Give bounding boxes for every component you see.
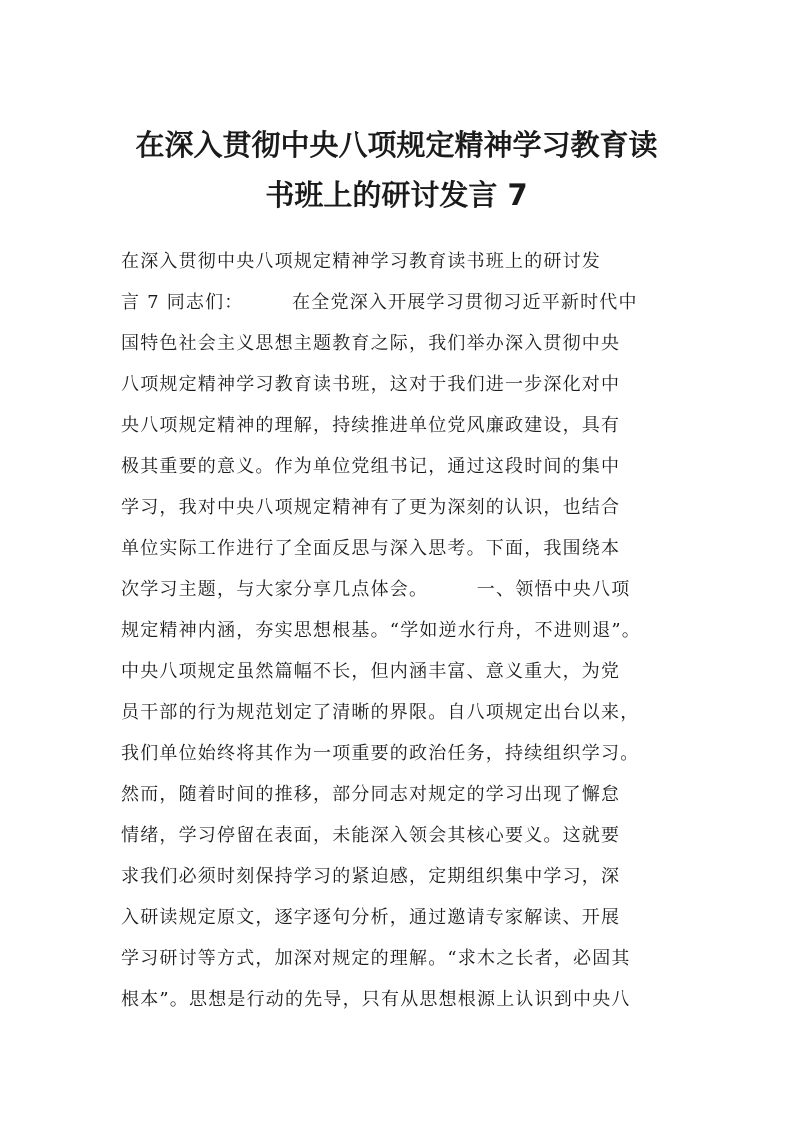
body-line: 单位实际工作进行了全面反思与深入思考。下面，我围绕本 xyxy=(121,538,621,559)
body-line: 我们单位始终将其作为一项重要的政治任务，持续组织学习。 xyxy=(121,743,640,764)
body-line: 国特色社会主义思想主题教育之际，我们举办深入贯彻中央 xyxy=(121,333,621,354)
body-line: 八项规定精神学习教育读书班，这对于我们进一步深化对中 xyxy=(121,374,621,395)
body-line: 求我们必须时刻保持学习的紧迫感，定期组织集中学习，深 xyxy=(121,866,621,887)
body-line: 次学习主题，与大家分享几点体会。 一、领悟中央八项 xyxy=(121,579,631,600)
body-line: 入研读规定原文，逐字逐句分析，通过邀请专家解读、开展 xyxy=(121,907,621,928)
body-line: 然而，随着时间的推移，部分同志对规定的学习出现了懈怠 xyxy=(121,784,621,805)
body-line: 根本”。思想是行动的先导，只有从思想根源上认识到中央八 xyxy=(121,989,631,1010)
body-line: 在深入贯彻中央八项规定精神学习教育读书班上的研讨发 xyxy=(121,251,601,272)
body-line: 学习研讨等方式，加深对规定的理解。“求木之长者，必固其 xyxy=(121,948,631,969)
document-title-line-2: 书班上的研讨发言 7 xyxy=(265,178,528,212)
body-line: 规定精神内涵，夯实思想根基。“学如逆水行舟，不进则退”。 xyxy=(121,620,642,641)
body-line: 言 7 同志们： 在全党深入开展学习贯彻习近平新时代中 xyxy=(121,292,638,313)
body-line: 员干部的行为规范划定了清晰的界限。自八项规定出台以来， xyxy=(121,702,640,723)
document-title-line-1: 在深入贯彻中央八项规定精神学习教育读 xyxy=(135,128,658,162)
body-line: 中央八项规定虽然篇幅不长，但内涵丰富、意义重大，为党 xyxy=(121,661,621,682)
body-line: 央八项规定精神的理解，持续推进单位党风廉政建设，具有 xyxy=(121,415,621,436)
body-line: 学习，我对中央八项规定精神有了更为深刻的认识，也结合 xyxy=(121,497,621,518)
body-line: 情绪，学习停留在表面，未能深入领会其核心要义。这就要 xyxy=(121,825,621,846)
body-line: 极其重要的意义。作为单位党组书记，通过这段时间的集中 xyxy=(121,456,621,477)
